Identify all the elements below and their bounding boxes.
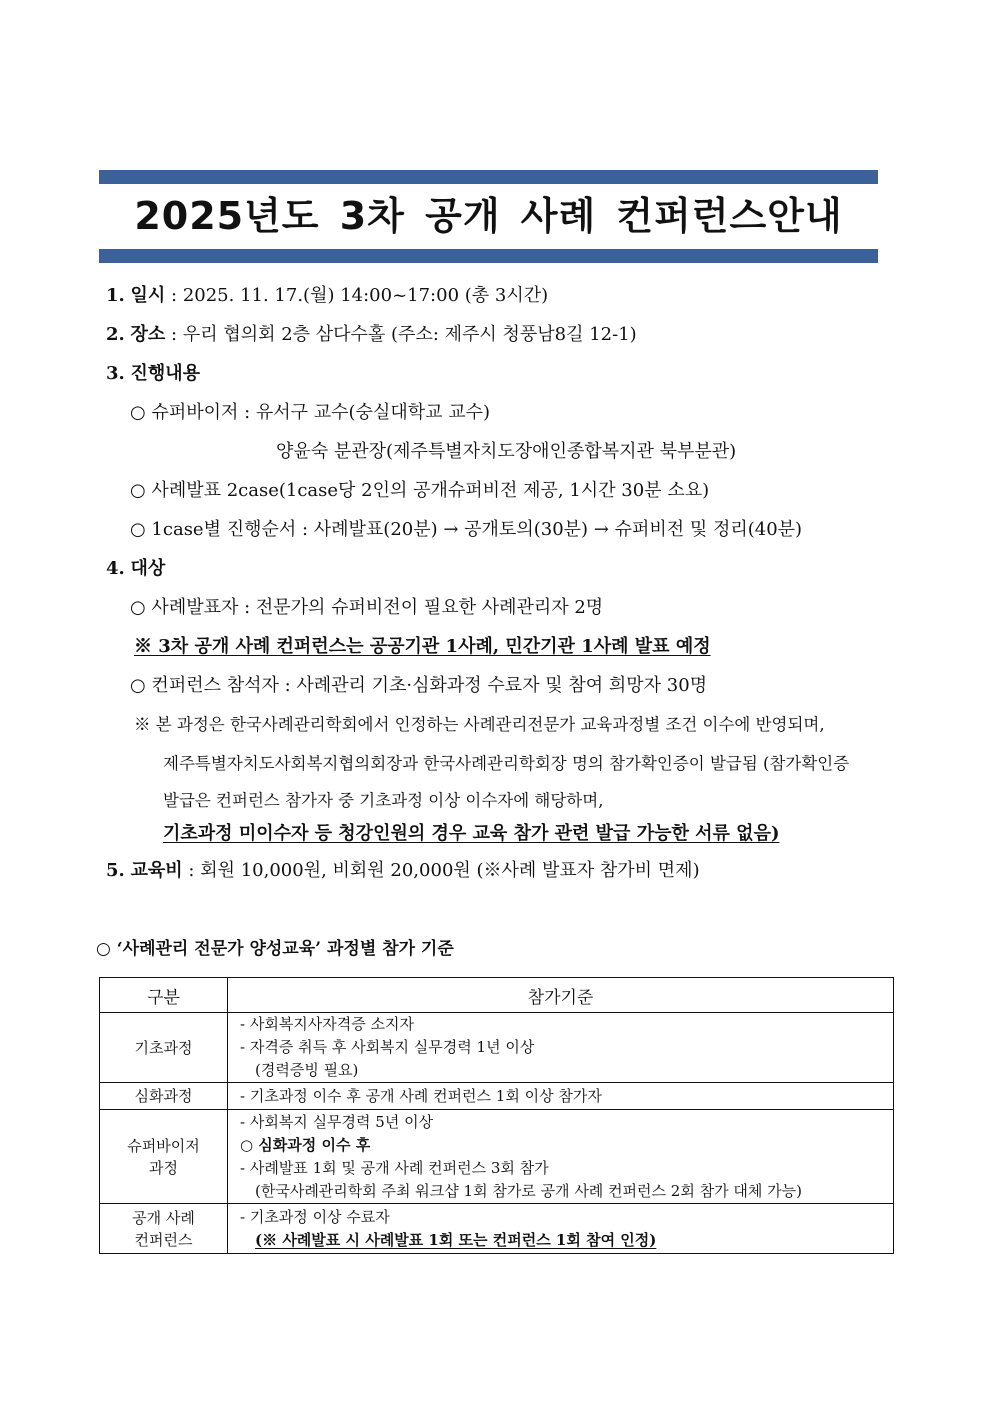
criteria-title: ○ ‘사례관리 전문가 양성교육’ 과정별 참가 기준 [96, 939, 454, 959]
table-row [100, 1110, 894, 1204]
section-place [106, 323, 637, 347]
section-text: : 2025. 11. 17.(월) 14:00~17:00 (총 3시간) [165, 285, 549, 306]
row-criteria [228, 1083, 894, 1110]
target-presenter: ○ 사례발표자 : 전문가의 슈퍼비전이 필요한 사례관리자 2명 [130, 597, 604, 618]
target-attendee: ○ 컨퍼런스 참석자 : 사례관리 기초·심화과정 수료자 및 참여 희망자 30명 [130, 675, 708, 696]
title-top-bar [99, 170, 878, 184]
section-date [106, 284, 548, 308]
criteria-table [99, 977, 894, 1254]
category-label: 컨퍼런스 [134, 1230, 193, 1249]
section-label: 대상 [130, 558, 166, 579]
section-label: 교육비 [130, 860, 183, 881]
section-number: 4. [106, 558, 125, 579]
section-text: : 회원 10,000원, 비회원 20,000원 (※사례 발표자 참가비 면제) [182, 860, 700, 881]
table-row [100, 1204, 894, 1254]
category-label: 기초과정 [134, 1038, 193, 1057]
section-number: 5. [106, 860, 125, 881]
row-criteria [228, 1013, 894, 1083]
section-program [106, 362, 200, 386]
section-fee [106, 859, 700, 883]
criteria-line: - 사회복지 실무경력 5년 이상 [240, 1112, 434, 1131]
section-label: 일시 [130, 285, 166, 306]
section-label: 장소 [130, 324, 166, 345]
criteria-line: - 사례발표 1회 및 공개 사례 컨퍼런스 3회 참가 [240, 1158, 549, 1177]
table-row [100, 1013, 894, 1083]
table-row [100, 1083, 894, 1110]
row-category [100, 1083, 228, 1110]
criteria-line: ○ 심화과정 이수 후 [240, 1135, 371, 1154]
criteria-line: (경력증빙 필요) [255, 1061, 359, 1079]
criteria-line: - 자격증 취득 후 사회복지 실무경력 1년 이상 [240, 1038, 535, 1056]
certificate-note-emphasis: 기초과정 미이수자 등 청강인원의 경우 교육 참가 관련 발급 가능한 서류 없음) [163, 823, 780, 844]
row-category [100, 1204, 228, 1254]
program-item: ○ 1case별 진행순서 : 사례발표(20분) → 공개토의(30분) → 슈퍼비전 및 정리(40분) [130, 519, 803, 540]
category-label: 공개 사례 [132, 1208, 195, 1227]
category-label: 심화과정 [134, 1087, 193, 1105]
criteria-line: (※ 사례발표 시 사례발표 1회 또는 컨퍼런스 1회 참여 인정) [255, 1230, 657, 1249]
presenter-note: ※ 3차 공개 사례 컨퍼런스는 공공기관 1사례, 민간기관 1사례 발표 예정 [134, 636, 711, 657]
program-item: ○ 사례발표 2case(1case당 2인의 공개슈퍼비전 제공, 1시간 30분 소요) [130, 480, 710, 501]
table-header: 참가기준 [228, 978, 894, 1013]
row-category [100, 1110, 228, 1204]
section-text: : 우리 협의회 2층 삼다수홀 (주소: 제주시 청풍남8길 12-1) [165, 324, 637, 345]
criteria-line: - 사회복지사자격증 소지자 [240, 1015, 414, 1033]
criteria-line: (한국사례관리학회 주최 워크샵 1회 참가로 공개 사례 컨퍼런스 2회 참가 대체 가능) [255, 1181, 802, 1200]
section-label: 진행내용 [130, 363, 201, 384]
section-number: 1. [106, 285, 125, 306]
criteria-line: - 기초과정 이수 후 공개 사례 컨퍼런스 1회 이상 참가자 [240, 1086, 602, 1105]
section-number: 3. [106, 363, 125, 384]
certificate-note: ※ 본 과정은 한국사례관리학회에서 인정하는 사례관리전문가 교육과정별 조건 이수에 반영되며, [134, 715, 825, 734]
section-target [106, 557, 165, 581]
program-item: 양윤숙 분관장(제주특별자치도장애인종합복지관 북부분관) [276, 441, 737, 462]
table-header-row [100, 978, 894, 1013]
title-bottom-bar [99, 249, 878, 263]
section-number: 2. [106, 324, 125, 345]
category-label: 과정 [149, 1158, 178, 1177]
page-title: 2025년도 3차 공개 사례 컨퍼런스안내 [134, 194, 843, 238]
certificate-note: 발급은 컨퍼런스 참가자 중 기초과정 이상 이수자에 해당하며, [163, 791, 604, 810]
program-item: ○ 슈퍼바이저 : 유서구 교수(숭실대학교 교수) [130, 402, 491, 423]
category-label: 슈퍼바이저 [127, 1136, 200, 1155]
criteria-line: - 기초과정 이상 수료자 [240, 1207, 390, 1226]
certificate-note: 제주특별자치도사회복지협의회장과 한국사례관리학회장 명의 참가확인증이 발급됨 (참가확인증 [163, 754, 850, 773]
table-header: 구분 [100, 978, 228, 1013]
row-criteria [228, 1110, 894, 1204]
row-criteria [228, 1204, 894, 1254]
row-category [100, 1013, 228, 1083]
